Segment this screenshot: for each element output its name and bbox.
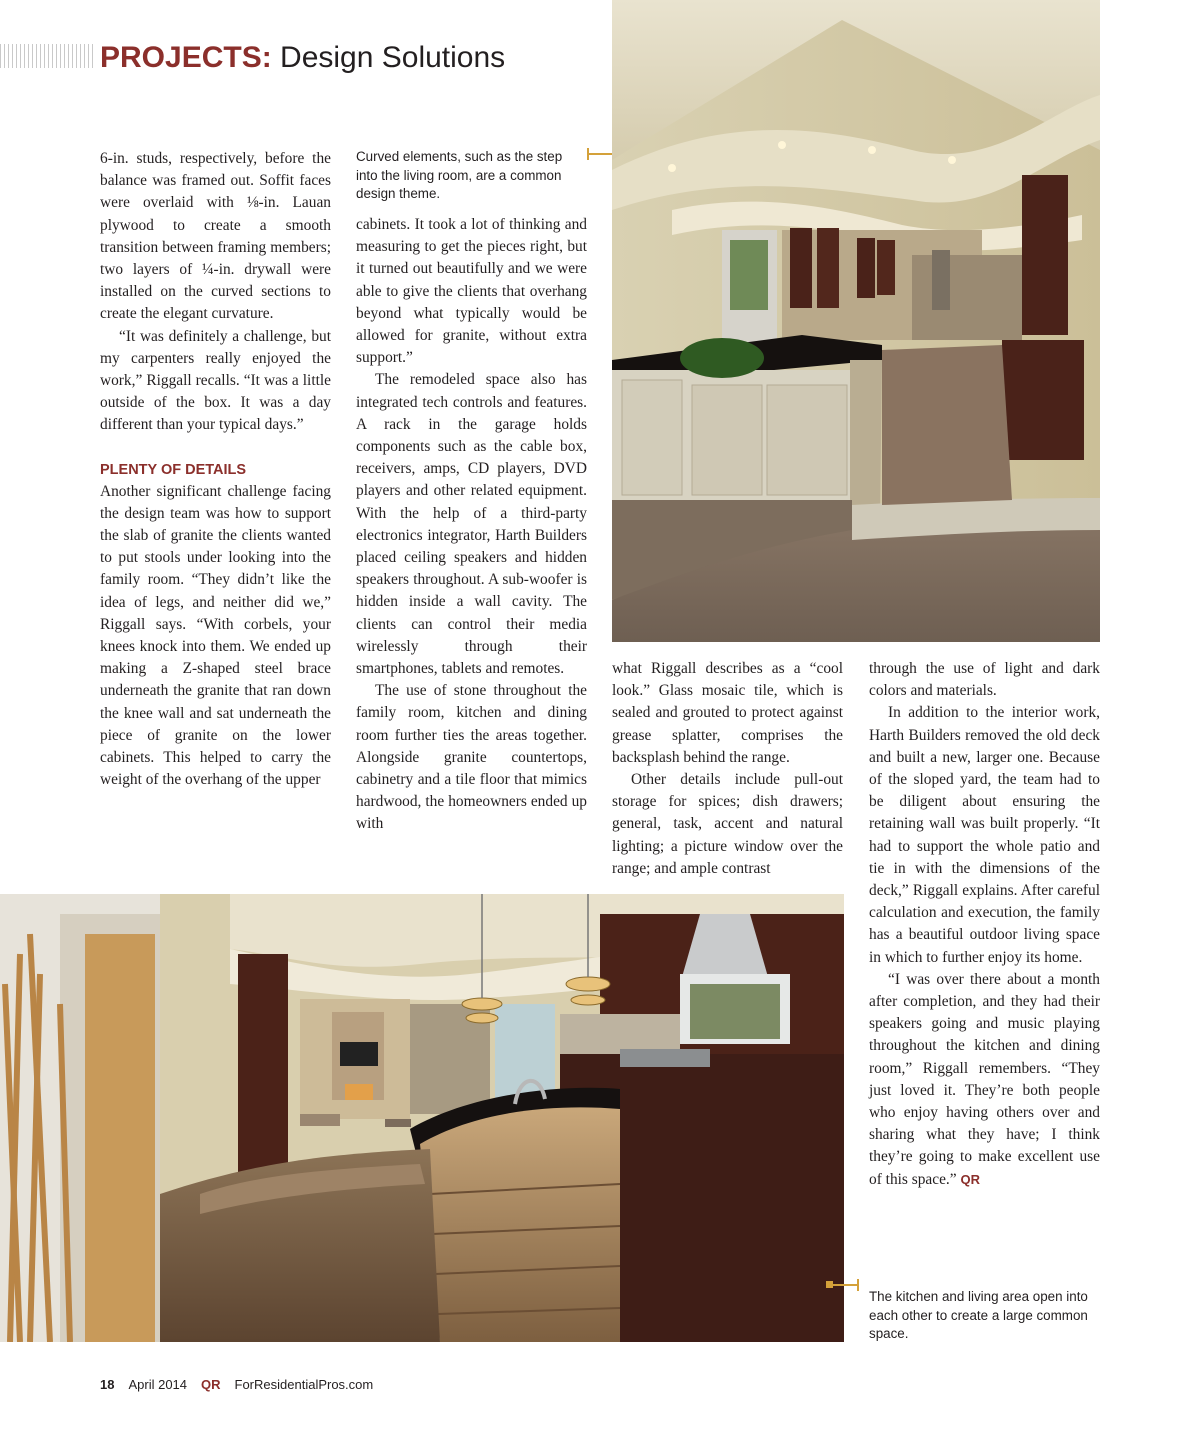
kitchen-step-photo — [612, 0, 1100, 642]
header-kicker: PROJECTS: — [100, 41, 272, 74]
paragraph: Other details include pull-out storage for spices; dish drawers; general, task, accent and natural lighting; a picture window over the range; and ample contrast — [612, 771, 843, 877]
kitchen-island-photo — [0, 894, 844, 1342]
text-column-2 — [356, 214, 587, 836]
section-header — [100, 38, 505, 78]
caption-leader-tick — [857, 1279, 859, 1291]
paragraph: Another significant challenge facing the design team was how to support the slab of granite the clients wanted to put stools under looking into the family room. “They didn’t like the idea of legs, and neither did we,” Riggall says. “With corbels, your knees knock into them. We ended up making a Z-shaped steel brace underneath the granite that ran down the knee wall and sat underneath the piece of granite on the lower cabinets. This helped to carry the weight of the overhang of the upper — [100, 482, 331, 789]
subheading: PLENTY OF DETAILS — [100, 461, 247, 478]
header-hatch-decoration — [0, 44, 96, 68]
paragraph: “It was definitely a challenge, but my carpenters really enjoyed the work,” Riggall recalls. “It was a little outside of the box. It was a day different than your typical days.” — [100, 327, 331, 434]
text-column-4 — [869, 658, 1100, 1191]
paragraph: The use of stone throughout the family room, kitchen and dining room further ties the areas together. Alongside granite countertops, cabinetry and a tile floor that mimics hardwood, the homeowners ended up with — [356, 682, 587, 833]
caption-leader-tick — [587, 148, 589, 160]
closing-quote-text: “I was over there about a month after completion, and they had their speakers going and music playing throughout the kitchen and dining room,” Riggall remembers. “They just loved it. They’re both people who enjoy having others over and sharing what they have; I think they’re going to make excellent use of this space.” — [869, 970, 1100, 1188]
header-title: Design Solutions — [280, 41, 506, 74]
photo-caption-top: Curved elements, such as the step into the living room, are a common design theme. — [356, 149, 563, 201]
paragraph: through the use of light and dark colors and materials. — [869, 660, 1100, 700]
paragraph — [869, 969, 1100, 1191]
issue-date: April 2014 — [128, 1377, 188, 1392]
footer-brand-logo: QR — [201, 1377, 221, 1392]
paragraph: In addition to the interior work, Harth Builders removed the old deck and built a new, larger one. Because of the sloped yard, the team had to be diligent about ensuring the retaining wall was built properly. “It had to support the whole patio and tie in with the dimensions of the deck,” Riggall explains. After careful calculation and execution, the family has a beautiful outdoor living space in which to further enjoy its home. — [869, 704, 1100, 966]
end-mark: QR — [960, 1171, 980, 1187]
paragraph: cabinets. It took a lot of thinking and measuring to get the pieces right, but it turned out beautifully and we were able to give the clients that overhang beyond what typically would be allowed for granite, without extra support.” — [356, 216, 587, 367]
paragraph: 6-in. studs, respectively, before the balance was framed out. Soffit faces were overlaid with ⅛-in. Lauan plywood to create a smooth transition between framing members; two layers of ¼-in. drywall were installed on the curved sections to create the elegant curvature. — [100, 150, 331, 323]
photo-caption-bottom: The kitchen and living area open into each other to create a large common space. — [869, 1289, 1088, 1341]
page-number: 18 — [100, 1377, 115, 1392]
page-footer — [100, 1376, 373, 1394]
caption-leader-marker — [826, 1281, 833, 1288]
footer-website: ForResidentialPros.com — [234, 1377, 374, 1392]
paragraph: The remodeled space also has integrated tech controls and features. A rack in the garage holds components such as the cable box, receivers, amps, CD players, DVD players and other related equipment. With the help of a third-party electronics integrator, Harth Builders placed ceiling speakers and hidden speakers throughout. A sub-woofer is hidden inside a wall cavity. The clients can control their media wirelessly through their smartphones, tablets and remotes. — [356, 371, 587, 678]
paragraph: what Riggall describes as a “cool look.” Glass mosaic tile, which is sealed and grouted to protect against grease splatter, comprises the backsplash behind the range. — [612, 660, 843, 766]
text-column-3 — [612, 658, 843, 880]
text-column-1 — [100, 148, 331, 791]
